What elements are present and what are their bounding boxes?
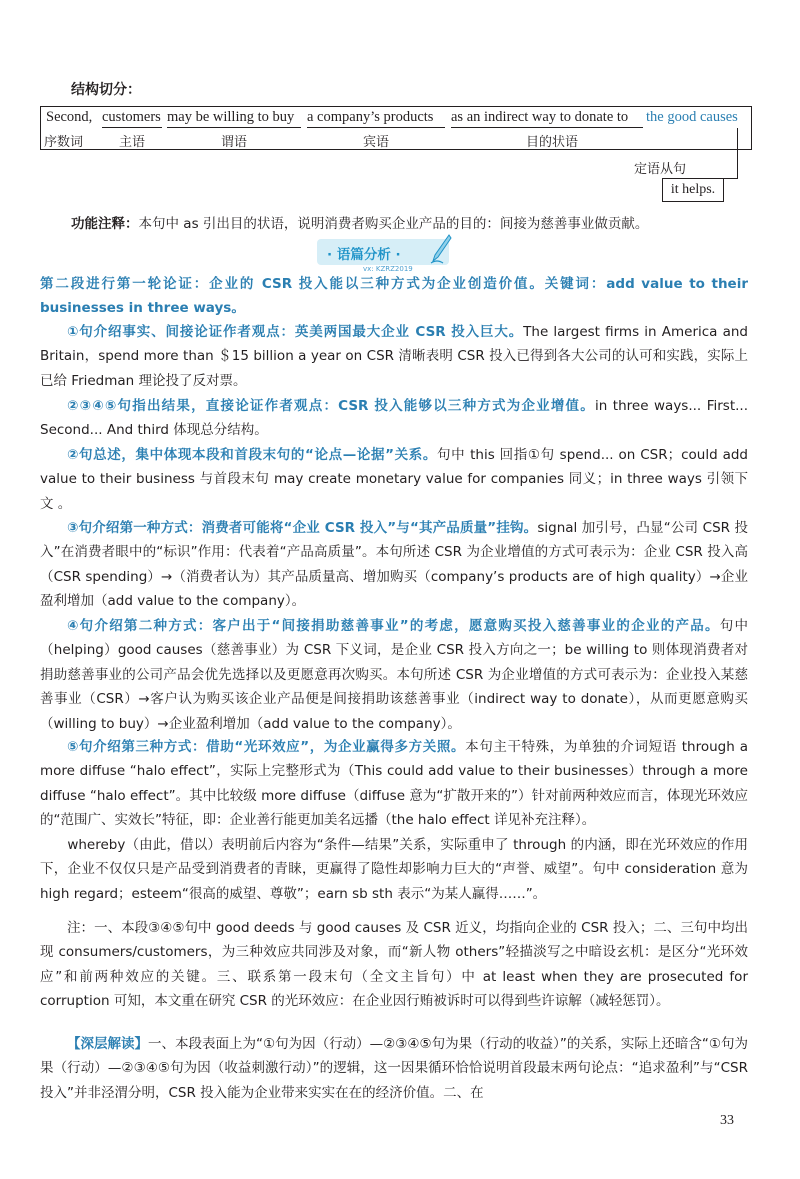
- section-heading: 结构切分：: [71, 82, 141, 98]
- function-note: [71, 212, 648, 232]
- segment-purpose: as an indirect way to donate to: [451, 109, 629, 125]
- analysis-badge-label: · 语篇分析 ·: [327, 247, 401, 263]
- relative-clause-box: it helps.: [662, 178, 724, 202]
- paragraph-8: whereby（由此，借以）表明前后内容为“条件—结果”关系，实际重申了 through 的内涵，即在光环效应的作用下，企业不仅仅只是产品受到消费者的青睐，更赢得了隐性却影响力巨大的“声誉、威望”。句中 consideration 意为 high regard；esteem“很高的威望、尊敬”；earn sb sth 表示“为某人赢得……”。: [40, 837, 748, 902]
- connector-line: [724, 178, 738, 179]
- segment-object: a company’s products: [307, 109, 434, 125]
- paragraph-6: ④句介绍第二种方式：客户出于“间接捐助慈善事业”的考虑，愿意购买投入慈善事业的企业的产品。句中（helping）good causes（慈善事业）为 CSR 下义词，是企业 CSR 投入方向之一；be willing to 则体现消费者对捐助慈善事业的公司产品会优先选择以及更愿意再次购买。本句所述 CSR 为企业增值的方式可表示为：企业投入某慈善事业（CSR）→客户认为购买该企业产品便是间接捐助该慈善事业（indirect way to donate），从而更愿意购买（willing to buy）→企业盈利增加（add value to the company）。: [40, 618, 748, 732]
- paragraph-10: 【深层解读】一、本段表面上为“①句为因（行动）—②③④⑤句为果（行动的收益）”的关系，实际上还暗含“①句为果（行动）—②③④⑤句为因（收益刺激行动）”的逻辑，这一因果循环恰恰说明首段最末两句论点：“追求盈利”与“CSR 投入”并非泾渭分明，CSR 投入能为企业带来实实在在的经济价值。二、在: [40, 1036, 749, 1101]
- segment-good-causes: the good causes: [646, 109, 738, 125]
- paragraph-9: 注：一、本段③④⑤句中 good deeds 与 good causes 及 CSR 近义，均指向企业的 CSR 投入；二、三句中均出现 consumers/customers，为三种效应共同涉及对象，而“新人物 others”轻描淡写之中暗设玄机：是区分“光环效应”和前两种效应的关键。三、联系第一段末句（全文主旨句）中 at least when they are prosecuted for corruption 可知，本文重在研究 CSR 的光环效应：在企业因行贿被诉时可以得到些许谅解（减轻惩罚）。: [40, 920, 748, 1010]
- paragraph-1: 第二段进行第一轮论证：企业的 CSR 投入能以三种方式为企业创造价值。关键词：add value to their businesses in three ways。: [40, 276, 748, 317]
- paragraph-5: ③句介绍第一种方式：消费者可能将“企业 CSR 投入”与“其产品质量”挂钩。signal 加引号，凸显“公司 CSR 投入”在消费者眼中的“标识”作用：代表着“产品高质量”。本句所述 CSR 为企业增值的方式可表示为：企业 CSR 投入高（CSR spending）→（消费者认为）其产品质量高、增加购买（company’s products are of high quality）→企业盈利增加（add value to the company）。: [40, 520, 748, 610]
- sentence-structure-box: [40, 106, 752, 150]
- label-ordinal: 序数词: [44, 135, 84, 150]
- segment-subject: customers: [102, 109, 161, 125]
- page-number: 33: [720, 1113, 734, 1128]
- segment-predicate: may be willing to buy: [167, 109, 295, 125]
- segment-ordinal: Second,: [46, 109, 93, 125]
- function-note-text: 本句中 as 引出目的状语，说明消费者购买企业产品的目的：间接为慈善事业做贡献。: [138, 216, 649, 232]
- label-predicate: 谓语: [221, 135, 248, 150]
- label-object: 宾语: [363, 135, 390, 150]
- paragraph-3: ②③④⑤句指出结果，直接论证作者观点：CSR 投入能够以三种方式为企业增值。in three ways... First... Second... And third 体现总分结构。: [40, 398, 748, 439]
- watermark: vx: KZRZ2019: [363, 265, 413, 273]
- function-note-label: 功能注释：: [71, 216, 139, 232]
- pen-icon: [427, 233, 453, 265]
- connector-line: [737, 128, 738, 178]
- relative-clause-label: 定语从句: [634, 162, 687, 177]
- analysis-badge: [317, 239, 449, 265]
- paragraph-2: ①句介绍事实、间接论证作者观点：英美两国最大企业 CSR 投入巨大。The largest firms in America and Britain，spend more than ＄15 billion a year on CSR 清晰表明 CSR 投入已得到各大公司的认可和实践，实际上已给 Friedman 理论投了反对票。: [40, 324, 748, 389]
- label-purpose: 目的状语: [526, 135, 579, 150]
- label-subject: 主语: [119, 135, 146, 150]
- paragraph-7: ⑤句介绍第三种方式：借助“光环效应”，为企业赢得多方关照。本句主干特殊，为单独的介词短语 through a more diffuse “halo effect”，实际上完整形式为（This could add value to their businesses）through a more diffuse “halo effect”。其中比较级 more diffuse（diffuse 意为“扩散开来的”）针对前两种效应而言，体现光环效应的“范围广、实效长”特征，即：企业善行能更加美名远播（the halo effect 详见补充注释）。: [40, 739, 748, 829]
- paragraph-4: ②句总述，集中体现本段和首段末句的“论点—论据”关系。句中 this 回指①句 spend... on CSR；could add value to their business 与首段末句 may create monetary value for companies 同义；in three ways 引领下文 。: [40, 447, 748, 512]
